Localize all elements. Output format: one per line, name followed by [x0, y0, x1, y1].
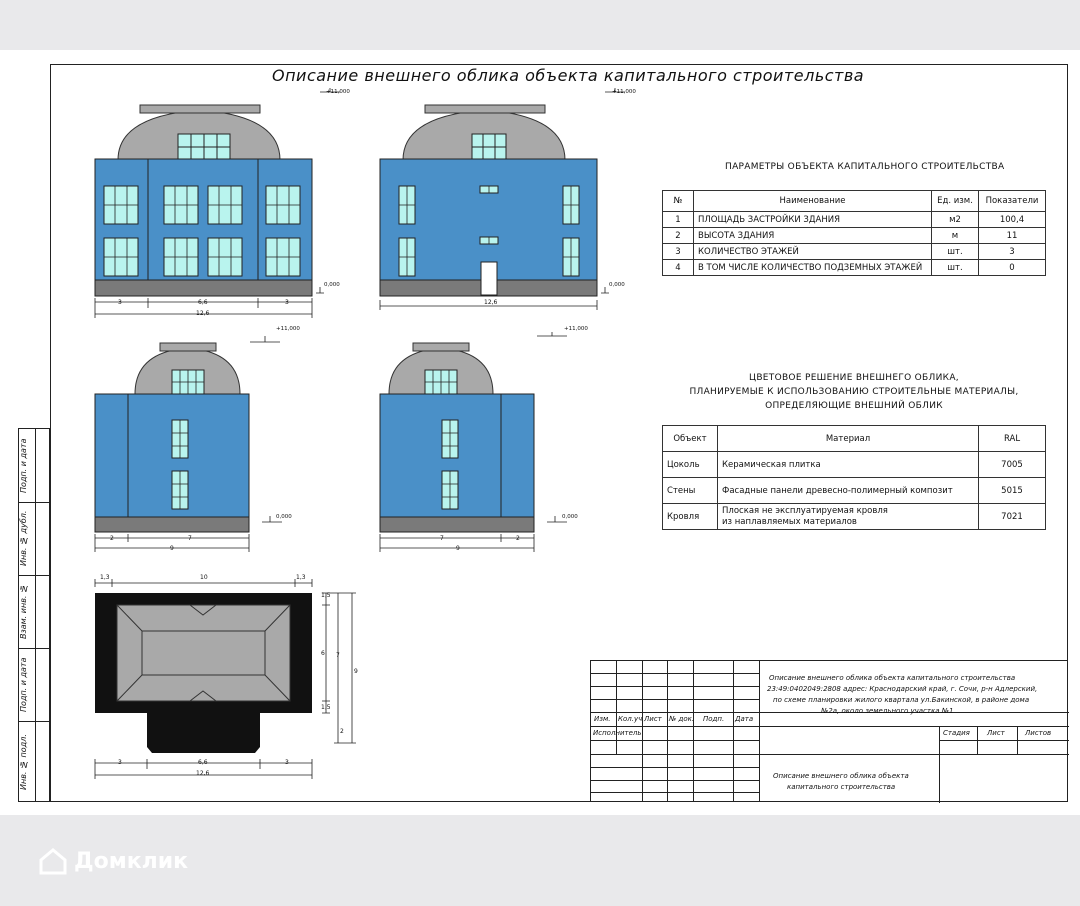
- rear-level-zero: 0,000: [609, 282, 625, 288]
- colors-header-ral: RAL: [979, 426, 1046, 452]
- params-table: [662, 190, 1046, 276]
- front-level-zero: 0,000: [324, 282, 340, 288]
- rear-level-top: +11,000: [612, 89, 636, 95]
- house-icon: [38, 846, 68, 876]
- plan-dim-top-2: 10: [200, 574, 208, 581]
- right-level-top: +11,000: [564, 326, 588, 332]
- stamp-performer: Исполнитель: [593, 729, 642, 737]
- table-row: 3 КОЛИЧЕСТВО ЭТАЖЕЙ шт. 3: [663, 244, 1046, 260]
- stamp-desc-3: по схеме планировки жилого квартала ул.Бакинской, в районе дома: [773, 696, 1030, 704]
- side-label-1: Подп. и дата: [19, 438, 28, 493]
- stamp-col-list: Лист: [644, 715, 662, 723]
- stamp-desc-2: 23:49:0402049:2808 адрес: Краснодарский край, г. Сочи, р-н Адлерский,: [767, 685, 1038, 693]
- plan-dim-bottom-2: 6,6: [198, 759, 208, 766]
- plan-dim-right-2: 6: [321, 650, 325, 657]
- stamp-name-1: Описание внешнего облика объекта: [773, 772, 909, 780]
- front-dim-1: 3: [118, 299, 122, 306]
- plan-dim-top-3: 1,3: [296, 574, 306, 581]
- params-header-name: Наименование: [694, 191, 932, 212]
- plan-dim-top-1: 1,3: [100, 574, 110, 581]
- colors-header-material: Материал: [718, 426, 979, 452]
- front-dim-total: 12,6: [196, 310, 210, 317]
- plan-dim-bottom-1: 3: [118, 759, 122, 766]
- table-row: Цоколь Керамическая плитка 7005: [663, 452, 1046, 478]
- stamp-col-doc: № док.: [669, 715, 695, 723]
- left-level-zero: 0,000: [276, 514, 292, 520]
- domclick-logo: [38, 846, 188, 876]
- rear-dim-total: 12,6: [484, 299, 498, 306]
- stamp-sheets: Листов: [1025, 729, 1052, 737]
- params-header-value: Показатели: [979, 191, 1046, 212]
- plan-dim-right-5: 9: [354, 668, 358, 675]
- left-facade: [90, 330, 320, 560]
- front-level-top: +11,000: [326, 89, 350, 95]
- plan-dim-right-3: 1,5: [321, 704, 331, 711]
- plan-dim-right-4: 7: [336, 652, 340, 659]
- params-caption: ПАРАМЕТРЫ ОБЪЕКТА КАПИТАЛЬНОГО СТРОИТЕЛЬСТВА: [725, 162, 1005, 172]
- colors-caption-2: ПЛАНИРУЕМЫЕ К ИСПОЛЬЗОВАНИЮ СТРОИТЕЛЬНЫЕ МАТЕРИАЛЫ,: [689, 387, 1019, 397]
- plan-dim-bottom-total: 12,6: [196, 770, 210, 777]
- plan-dim-right-1: 1,5: [321, 592, 331, 599]
- side-label-3: Взам. инв. №: [19, 584, 28, 639]
- roof-plan: [90, 575, 370, 785]
- logo-text: Домклик: [74, 848, 189, 874]
- params-header-num: №: [663, 191, 694, 212]
- table-row: Стены Фасадные панели древесно-полимерный композит 5015: [663, 478, 1046, 504]
- stamp-col-sign: Подп.: [703, 715, 725, 723]
- right-dim-total: 9: [456, 545, 460, 552]
- stamp-desc-4: №2а, около земельного участка №1: [821, 707, 954, 715]
- table-row: Кровля Плоская не эксплуатируемая кровля из наплавляемых материалов 7021: [663, 504, 1046, 530]
- colors-table: [662, 425, 1046, 530]
- front-facade: [90, 88, 350, 318]
- colors-header-object: Объект: [663, 426, 718, 452]
- side-label-2: Инв. № дубл.: [19, 510, 28, 567]
- side-label-5: Инв. № подл.: [19, 734, 28, 790]
- sheet-title: Описание внешнего облика объекта капитального строительства: [272, 66, 865, 85]
- colors-caption-1: ЦВЕТОВОЕ РЕШЕНИЕ ВНЕШНЕГО ОБЛИКА,: [749, 373, 959, 383]
- stamp-col-izm: Изм.: [594, 715, 611, 723]
- right-dim-1: 7: [440, 535, 444, 542]
- stamp-name-2: капитального строительства: [787, 783, 896, 791]
- stamp-col-date: Дата: [735, 715, 754, 723]
- front-dim-2: 6,6: [198, 299, 208, 306]
- left-dim-2: 7: [188, 535, 192, 542]
- left-dim-1: 2: [110, 535, 114, 542]
- plan-dim-bottom-3: 3: [285, 759, 289, 766]
- title-block: [590, 660, 1068, 802]
- front-dim-3: 3: [285, 299, 289, 306]
- table-row: 2 ВЫСОТА ЗДАНИЯ м 11: [663, 228, 1046, 244]
- right-facade: [375, 330, 605, 560]
- plan-dim-right-6: 2: [340, 728, 344, 735]
- rear-facade: [375, 88, 635, 318]
- colors-caption-3: ОПРЕДЕЛЯЮЩИЕ ВНЕШНИЙ ОБЛИК: [765, 401, 943, 411]
- table-row: 1 ПЛОЩАДЬ ЗАСТРОЙКИ ЗДАНИЯ м2 100,4: [663, 212, 1046, 228]
- stamp-sheet: Лист: [987, 729, 1005, 737]
- params-header-unit: Ед. изм.: [932, 191, 979, 212]
- left-dim-total: 9: [170, 545, 174, 552]
- side-label-4: Подп. и дата: [19, 657, 28, 712]
- right-level-zero: 0,000: [562, 514, 578, 520]
- table-row: 4 В ТОМ ЧИСЛЕ КОЛИЧЕСТВО ПОДЗЕМНЫХ ЭТАЖЕЙ шт. 0: [663, 260, 1046, 276]
- side-stamp: [18, 428, 50, 802]
- left-level-top: +11,000: [276, 326, 300, 332]
- right-dim-2: 2: [516, 535, 520, 542]
- stamp-desc-1: Описание внешнего облика объекта капитального строительства: [769, 674, 1016, 682]
- stamp-stage: Стадия: [943, 729, 970, 737]
- stamp-col-kol: Кол.уч: [618, 715, 643, 723]
